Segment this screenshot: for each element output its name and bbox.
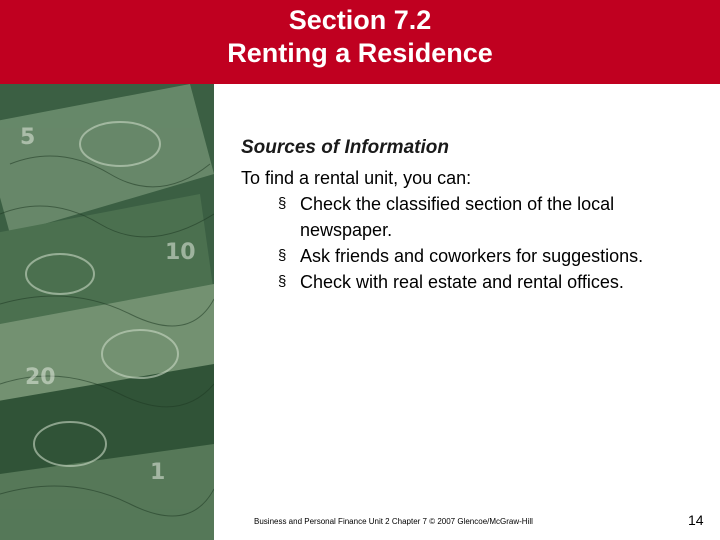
bullet-list	[241, 191, 711, 295]
page-number: 14	[688, 512, 704, 528]
bullet-item	[278, 269, 711, 295]
bullet-text: Ask friends and coworkers for suggestions.	[300, 246, 644, 266]
bullet-item	[278, 243, 711, 269]
intro-text: To find a rental unit, you can:	[241, 168, 472, 188]
svg-text:10: 10	[165, 240, 196, 265]
footer-credit: Business and Personal Finance Unit 2 Chapter 7 © 2007 Glencoe/McGraw-Hill	[254, 517, 533, 526]
section-heading: Sources of Information	[241, 137, 449, 158]
slide-title-line-1: Section 7.2	[288, 5, 432, 35]
slide-title	[0, 4, 720, 70]
bullet-item	[278, 191, 711, 243]
svg-text:1: 1	[150, 460, 166, 485]
title-bar	[0, 0, 720, 84]
money-collage-graphic	[0, 84, 214, 540]
bullet-marker: §	[278, 247, 287, 264]
slide-body	[241, 135, 711, 295]
slide-title-line-2: Renting a Residence	[227, 38, 493, 68]
bullet-marker: §	[278, 195, 287, 212]
bullet-text: Check the classified section of the local newspaper.	[300, 194, 615, 240]
bullet-text: Check with real estate and rental offices.	[300, 272, 624, 292]
bullet-marker: §	[278, 273, 287, 290]
money-background-image	[0, 84, 214, 540]
svg-text:20: 20	[25, 365, 56, 390]
svg-text:5: 5	[20, 125, 36, 150]
